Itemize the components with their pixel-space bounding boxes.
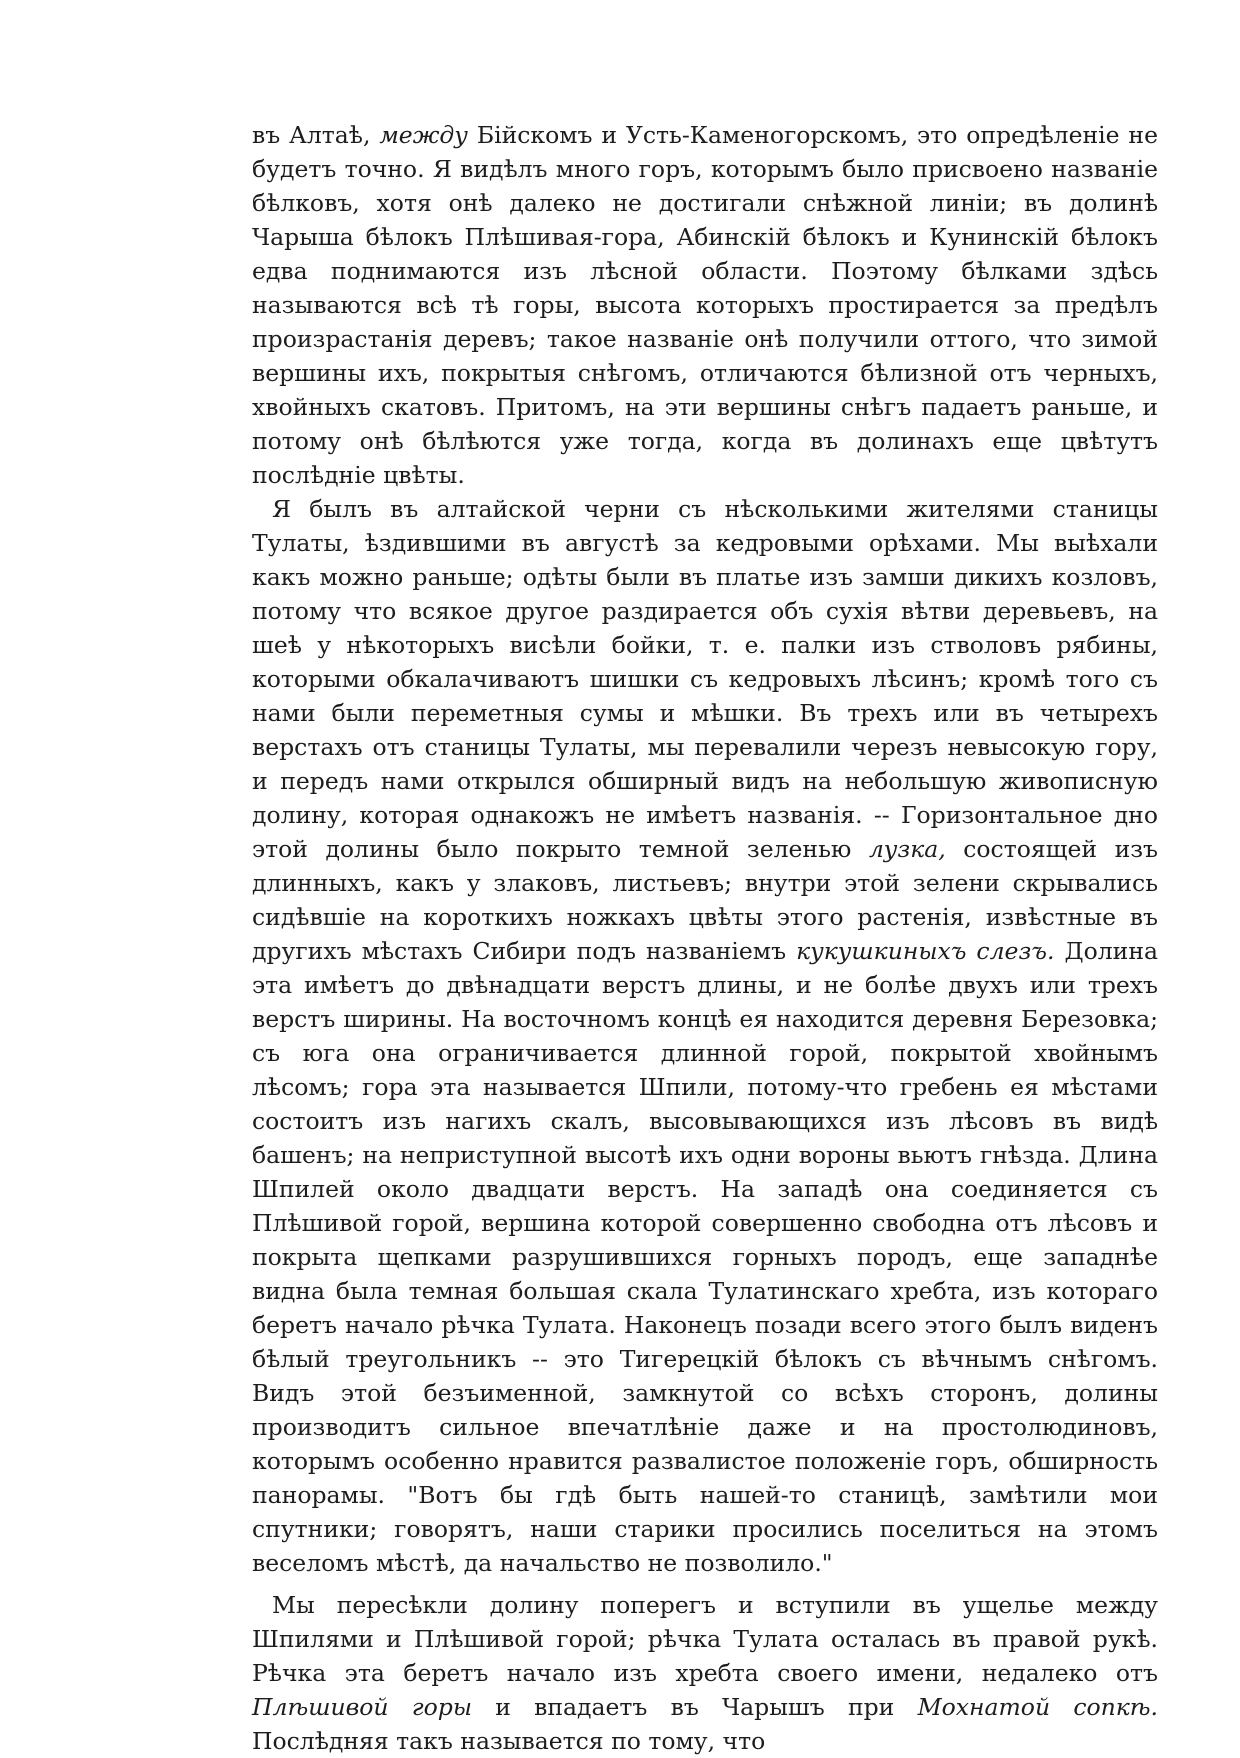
text-run: и впадаетъ въ Чарышъ при	[472, 1693, 918, 1721]
text-run: Мы пересѣкли долину поперегъ и вступили въ ущелье между Шпилями и Плѣшивой горой; рѣчка Тулата осталась въ правой рукѣ. Рѣчка эта беретъ начало изъ хребта своего имени, недалеко отъ	[252, 1591, 1158, 1687]
text-run: состоящей изъ длинныхъ, какъ у злаковъ, листьевъ; внутри этой зелени скрывались сидѣвшіе на короткихъ ножкахъ цвѣты этого растенія, извѣстные въ другихъ мѣстахъ Сибири подъ названіемъ	[252, 835, 1158, 965]
paragraph-1	[252, 118, 1158, 492]
italic-text-run: Мохнатой сопкѣ.	[917, 1693, 1158, 1721]
paragraph-3	[252, 1588, 1158, 1758]
italic-text-run: кукушкиныхъ слезъ.	[796, 937, 1055, 965]
italic-text-run: лузка,	[868, 835, 946, 863]
italic-text-run: Плѣшивой горы	[252, 1693, 472, 1721]
italic-text-run: между	[379, 121, 468, 149]
text-run: Я былъ въ алтайской черни съ нѣсколькими жителями станицы Тулаты, ѣздившими въ августѣ за кедровыми орѣхами. Мы выѣхали какъ можно раньше; одѣты были въ платье изъ замши дикихъ козловъ, потому что всякое другое раздирается объ сухія вѣтви деревьевъ, на шеѣ у нѣкоторыхъ висѣли бойки, т. е. палки изъ стволовъ рябины, которыми обкалачиваютъ шишки съ кедровыхъ лѣсинъ; кромѣ того съ нами были переметныя сумы и мѣшки. Въ трехъ или въ четырехъ верстахъ отъ станицы Тулаты, мы перевалили черезъ невысокую гору, и передъ нами открылся обширный видъ на небольшую живописную долину, которая однакожъ не имѣетъ названія. -- Горизонтальное дно этой долины было покрыто темной зеленью	[252, 495, 1158, 863]
text-run: Бійскомъ и Усть-Каменогорскомъ, это опредѣленіе не будетъ точно. Я видѣлъ много горъ, которымъ было присвоено названіе бѣлковъ, хотя онѣ далеко не достигали снѣжной линіи; въ долинѣ Чарыша бѣлокъ Плѣшивая-гора, Абинскій бѣлокъ и Кунинскій бѣлокъ едва поднимаются изъ лѣсной области. Поэтому бѣлками здѣсь называются всѣ тѣ горы, высота которыхъ простирается за предѣлъ произрастанія деревъ; такое названіе онѣ получили оттого, что зимой вершины ихъ, покрытыя снѣгомъ, отличаются бѣлизной отъ черныхъ, хвойныхъ скатовъ. Притомъ, на эти вершины снѣгъ падаетъ раньше, и потому онѣ бѣлѣются уже тогда, когда въ долинахъ еще цвѣтутъ послѣдніе цвѣты.	[252, 121, 1159, 489]
text-run: въ Алтаѣ,	[252, 121, 380, 149]
text-run: Послѣдняя такъ называется по тому, что	[252, 1727, 766, 1755]
paragraph-2	[252, 492, 1158, 1580]
text-run: Долина эта имѣетъ до двѣнадцати верстъ длины, и не болѣе двухъ или трехъ верстъ ширины. На восточномъ концѣ ея находится деревня Березовка; съ юга она ограничивается длинной горой, покрытой хвойнымъ лѣсомъ; гора эта называется Шпили, потому-что гребень ея мѣстами состоитъ изъ нагихъ скалъ, высовывающихся изъ лѣсовъ въ видѣ башенъ; на неприступной высотѣ ихъ одни вороны вьютъ гнѣзда. Длина Шпилей около двадцати верстъ. На западѣ она соединяется съ Плѣшивой горой, вершина которой совершенно свободна отъ лѣсовъ и покрыта щепками разрушившихся горныхъ породъ, еще западнѣе видна была темная большая скала Тулатинскаго хребта, изъ котораго беретъ начало рѣчка Тулата. Наконецъ позади всего этого былъ виденъ бѣлый треугольникъ -- это Тигерецкій бѣлокъ съ вѣчнымъ снѣгомъ. Видъ этой безъименной, замкнутой со всѣхъ сторонъ, долины производитъ сильное впечатлѣніе даже и на простолюдиновъ, которымъ особенно нравится развалистое положеніе горъ, обширность панорамы. "Вотъ бы гдѣ быть нашей-то станицѣ, замѣтили мои спутники; говорятъ, наши старики просились поселиться на этомъ веселомъ мѣстѣ, да начальство не позволило."	[252, 937, 1158, 1577]
document-page	[252, 118, 1158, 1758]
